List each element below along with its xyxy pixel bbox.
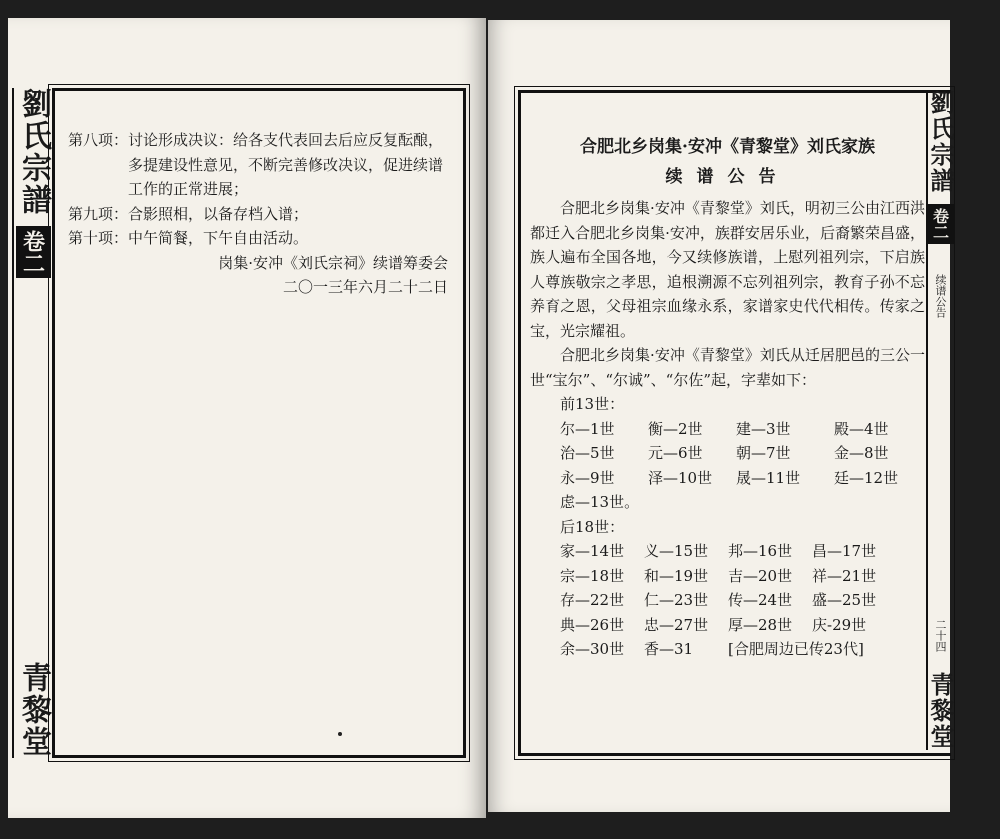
generation: 尔—1世	[560, 419, 615, 438]
agenda-item	[68, 202, 458, 227]
generation-row	[530, 588, 925, 613]
date: 二〇一三年六月二十二日	[282, 278, 448, 296]
generation-row	[530, 564, 925, 589]
book-title: 劉氏宗譜	[926, 90, 955, 194]
generation: 传—24世	[728, 591, 793, 609]
generation-row	[530, 539, 925, 564]
generation: 衡—2世	[648, 419, 703, 438]
generation: 义—15世	[644, 542, 709, 560]
agenda-item	[68, 226, 458, 251]
generation-row	[530, 417, 925, 442]
generation: 存—22世	[560, 591, 625, 609]
generation: 建—3世	[736, 419, 791, 438]
book-title: 劉氏宗譜	[16, 88, 51, 216]
section-heading: 前13世：	[560, 395, 625, 413]
generation-row	[530, 637, 925, 662]
generation: 泽—10世	[648, 468, 713, 487]
item-text: 讨论形成决议：给各支代表回去后应反复酝酿，多提建设性意见，不断完善修改决议，促进续谱工作的正常进展；	[128, 131, 444, 198]
generation-note: [合肥周边已传23代]	[728, 640, 864, 658]
generation: 治—5世	[560, 444, 615, 462]
generation: 忠—27世	[644, 615, 709, 634]
agenda-item	[68, 128, 458, 202]
signature: 岗集·安冲《刘氏宗祠》续谱筹委会	[218, 253, 448, 272]
item-label: 第八项：	[68, 131, 129, 149]
paragraph: 合肥北乡岗集·安冲《青黎堂》刘氏，明初三公由江西洪都迁入合肥北乡岗集·安冲，族群安居乐业，后裔繁荣昌盛，族人遍布全国各地，今又续修族谱，上慰列祖列宗，下启族人尊族敬宗之孝思，追根溯源不忘列祖列宗，教育子孙不忘养育之恩，父母祖宗血缘永系，家谱家史代代相传。传家之宝，光宗耀祖。	[530, 199, 925, 340]
announcement-title: 合肥北乡岗集·安冲《青黎堂》刘氏家族	[580, 137, 875, 157]
generation: 廷—12世	[834, 468, 899, 487]
left-margin-strip	[12, 88, 52, 758]
generation: 朝—7世	[736, 444, 791, 462]
section-label: 续谱公告	[934, 274, 947, 318]
generation: 邦—16世	[728, 542, 793, 560]
generation: 吉—20世	[728, 566, 793, 585]
item-label: 第九项：	[68, 204, 129, 223]
generation: 永—9世	[560, 468, 615, 487]
generation: 昌—17世	[812, 542, 877, 560]
generation: 晟—11世	[736, 468, 801, 487]
item-text: 中午简餐，下午自由活动。	[128, 229, 309, 247]
generation: 和—19世	[644, 566, 709, 585]
right-page	[488, 20, 955, 812]
generation: 香—31	[644, 640, 694, 658]
generation: 金—8世	[834, 444, 889, 462]
generation: 祥—21世	[812, 566, 877, 585]
generation: 盛—25世	[812, 591, 877, 609]
announcement	[530, 132, 925, 662]
generation: 庆-29世	[812, 615, 867, 634]
generation-row	[530, 490, 925, 515]
left-page	[8, 18, 486, 818]
hall-name: 青黎堂	[926, 672, 955, 750]
page-number: 二十四	[934, 619, 947, 652]
generation: 宗—18世	[560, 566, 625, 585]
generation: 虑—13世。	[560, 493, 640, 511]
announcement-subtitle: 续谱公告	[665, 167, 790, 187]
generation-row	[530, 466, 925, 491]
generation: 厚—28世	[728, 615, 793, 634]
generation: 仁—23世	[644, 591, 709, 609]
generation-row	[530, 613, 925, 638]
volume-label: 卷二	[927, 204, 954, 244]
hall-name: 青黎堂	[16, 662, 51, 758]
paragraph: 合肥北乡岗集·安冲《青黎堂》刘氏从迁居肥邑的三公一世“宝尔”、“尔诚”、“尔佐”起，字辈如下：	[530, 346, 925, 389]
generation: 元—6世	[648, 444, 703, 462]
right-margin-strip	[926, 90, 955, 750]
generation: 典—26世	[560, 615, 625, 634]
generation: 余—30世	[560, 640, 625, 658]
item-text: 合影照相，以备存档入谱；	[128, 204, 309, 223]
item-label: 第十项：	[68, 229, 129, 247]
generation: 家—14世	[560, 542, 625, 560]
ink-dot	[338, 732, 342, 736]
generation-row	[530, 441, 925, 466]
section-heading: 后18世：	[560, 517, 625, 536]
generation: 殿—4世	[834, 419, 889, 438]
agenda-text	[68, 128, 458, 300]
volume-label: 卷二	[16, 226, 51, 278]
